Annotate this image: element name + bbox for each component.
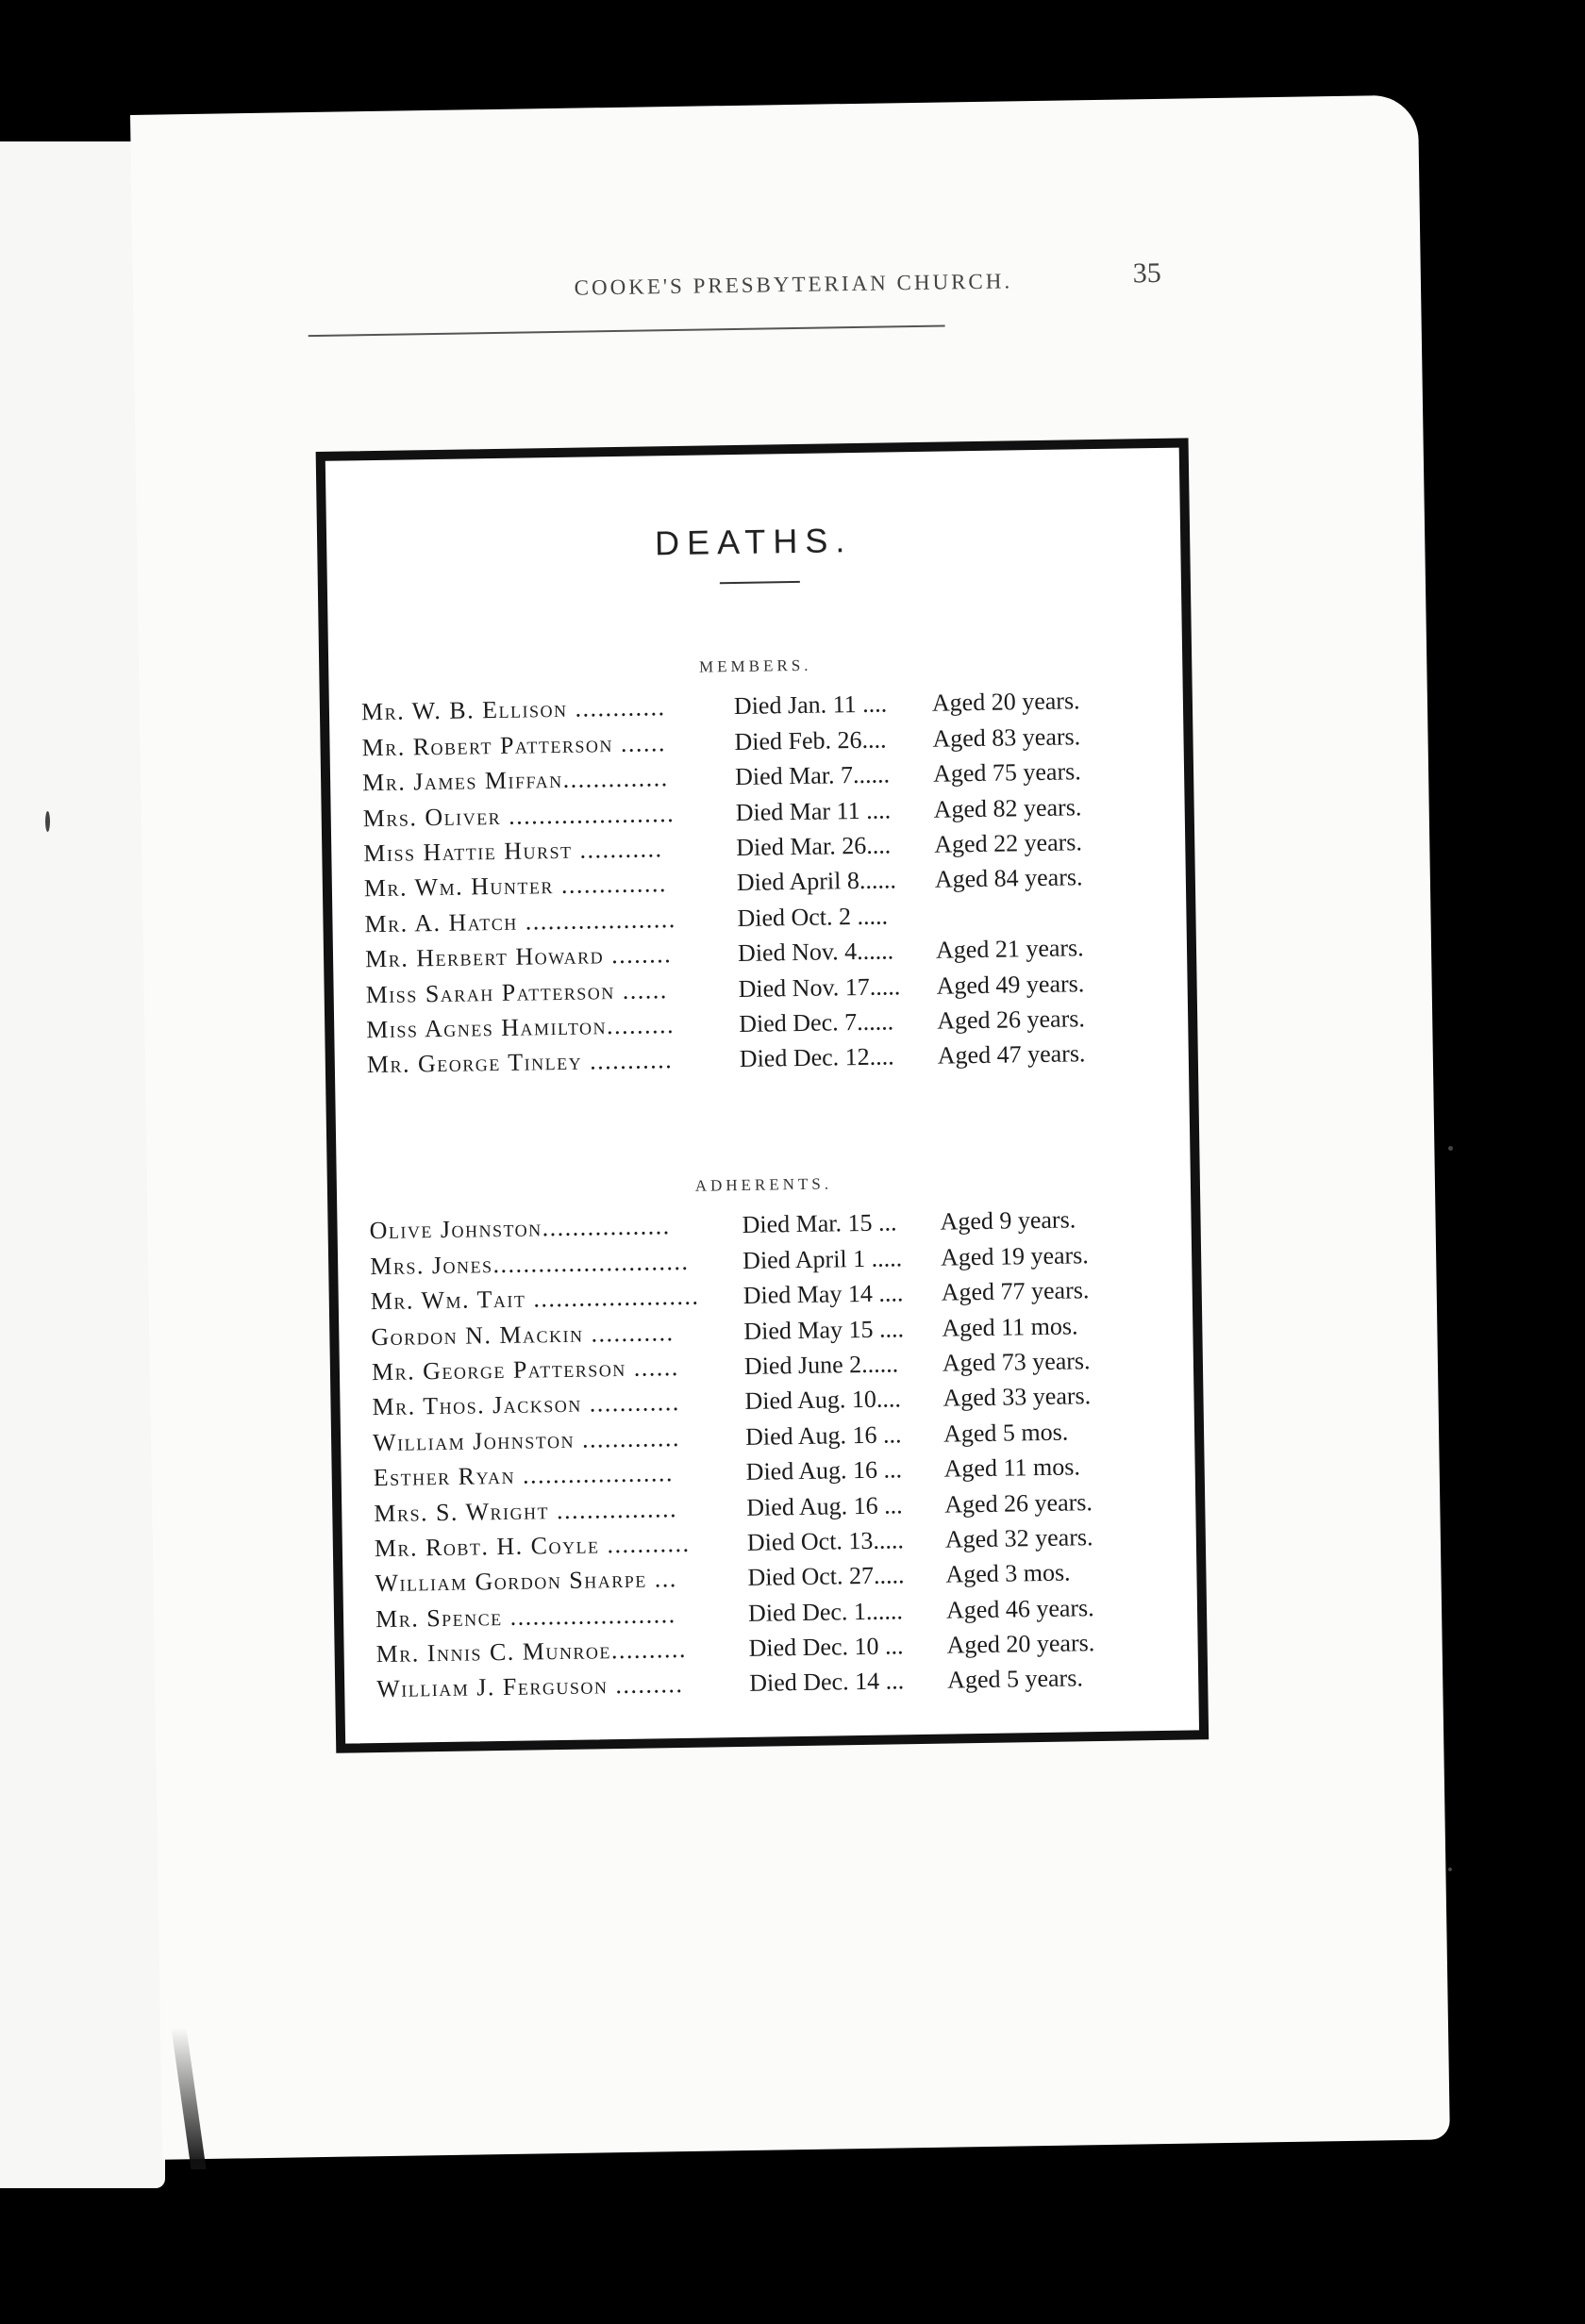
entry-died: Died Dec. 14 ...: [748, 1667, 905, 1698]
entry-name: Mr. Wm. Hunter ..............: [363, 870, 668, 903]
entry-name: Mr. Spence ......................: [375, 1600, 676, 1633]
entry-aged: Aged 19 years.: [940, 1240, 1090, 1271]
entry-aged: Aged 20 years.: [931, 687, 1080, 718]
entry-name: William J. Ferguson .........: [376, 1670, 684, 1703]
entry-died: Died Dec. 7......: [738, 1007, 894, 1038]
entry-died: Died Mar. 26....: [736, 831, 892, 861]
entry-aged: Aged 82 years.: [933, 792, 1082, 823]
entry-aged: Aged 32 years.: [944, 1523, 1093, 1553]
running-header: COOKE'S PRESBYTERIAN CHURCH.: [574, 269, 1013, 300]
entry-died: Died Mar. 7......: [734, 760, 891, 791]
entry-name: Mr. Thos. Jackson ............: [372, 1388, 680, 1421]
entry-name: Mr. Robt. H. Coyle ...........: [374, 1529, 691, 1563]
deaths-title: DEATHS.: [654, 521, 853, 563]
entry-name: Miss Sarah Patterson ......: [365, 975, 668, 1008]
entry-aged: Aged 46 years.: [945, 1593, 1094, 1624]
ink-speck: [45, 811, 50, 832]
entry-died: Died Jan. 11 ....: [733, 689, 888, 721]
entry-aged: Aged 49 years.: [936, 969, 1085, 1000]
entry-died: Died May 14 ....: [742, 1279, 904, 1310]
entry-died: Died Dec. 12....: [739, 1042, 894, 1073]
ink-speck: [1448, 1146, 1453, 1151]
entry-died: Died Feb. 26....: [734, 725, 887, 755]
entry-name: Miss Hattie Hurst ...........: [363, 835, 663, 868]
members-list: [361, 679, 1169, 1080]
entry-aged: Aged 11 mos.: [942, 1311, 1078, 1342]
book-page: [130, 95, 1450, 2160]
entry-died: Died Aug. 16 ...: [744, 1420, 902, 1451]
entry-aged: Aged 21 years.: [935, 934, 1084, 964]
deaths-frame: [316, 438, 1210, 1752]
entry-aged: Aged 77 years.: [941, 1276, 1090, 1306]
entry-died: Died Oct. 2 .....: [737, 902, 889, 932]
entry-died: Died April 1 .....: [742, 1244, 903, 1274]
entry-died: Died Dec. 1......: [747, 1597, 904, 1627]
title-rule: [720, 581, 800, 584]
entry-name: Esther Ryan ....................: [373, 1459, 675, 1492]
entry-aged: Aged 9 years.: [940, 1205, 1076, 1237]
entry-died: Died Dec. 10 ...: [748, 1632, 904, 1662]
entry-name: Mr. Robert Patterson ......: [361, 728, 667, 762]
entry-aged: Aged 75 years.: [932, 757, 1081, 788]
entry-name: William Johnston .............: [372, 1423, 681, 1456]
header-rule: [309, 324, 945, 337]
entry-name: Olive Johnston.................: [369, 1212, 671, 1245]
entry-name: Gordon N. Mackin ...........: [371, 1318, 675, 1351]
entry-died: Died Aug. 10....: [744, 1385, 902, 1416]
entry-name: Mrs. Oliver ......................: [362, 799, 676, 832]
entry-aged: Aged 84 years.: [934, 863, 1083, 894]
members-heading: MEMBERS.: [698, 656, 812, 676]
entry-died: Died April 8......: [736, 866, 897, 897]
entry-aged: Aged 47 years.: [937, 1039, 1086, 1070]
page-number: 35: [1132, 257, 1162, 290]
entry-died: Died Mar 11 ....: [735, 795, 892, 826]
adherents-heading: ADHERENTS.: [694, 1174, 833, 1195]
entry-name: Mr. A. Hatch ....................: [364, 905, 676, 938]
entry-aged: Aged 5 mos.: [943, 1418, 1069, 1448]
entry-name: Mr. W. B. Ellison ............: [360, 693, 666, 726]
entry-died: Died Nov. 4......: [737, 937, 894, 968]
entry-died: Died June 2......: [743, 1350, 899, 1380]
entry-name: Mr. James Miffan..............: [361, 764, 669, 797]
entry-name: Mrs. Jones..........................: [369, 1247, 690, 1280]
entry-aged: Aged 22 years.: [934, 828, 1083, 858]
entry-died: Died Aug. 16 ...: [745, 1455, 903, 1486]
entry-died: Died Aug. 16 ...: [746, 1490, 903, 1521]
entry-aged: Aged 20 years.: [946, 1629, 1095, 1659]
entry-aged: Aged 83 years.: [932, 722, 1081, 753]
entry-aged: Aged 5 years.: [946, 1664, 1084, 1695]
entry-name: William Gordon Sharpe ...: [375, 1565, 677, 1598]
entry-name: Mr. George Patterson ......: [371, 1353, 680, 1386]
entry-name: Mr. Wm. Tait ......................: [370, 1282, 700, 1316]
entry-aged: Aged 73 years.: [942, 1347, 1091, 1377]
entry-aged: Aged 26 years.: [944, 1487, 1093, 1519]
entry-died: Died May 15 ....: [743, 1314, 905, 1345]
entry-name: Mrs. S. Wright ................: [374, 1494, 678, 1527]
entry-name: Miss Agnes Hamilton.........: [366, 1010, 676, 1044]
entry-name: Mr. Herbert Howard ........: [364, 940, 673, 973]
entry-aged: Aged 11 mos.: [943, 1452, 1081, 1483]
entry-name: Mr. Innis C. Munroe..........: [375, 1635, 688, 1668]
entry-died: Died Oct. 27.....: [747, 1561, 905, 1592]
ink-speck: [1448, 1868, 1452, 1871]
entry-died: Died Mar. 15 ...: [742, 1208, 897, 1239]
adherents-list: [369, 1198, 1178, 1704]
entry-aged: Aged 26 years.: [936, 1004, 1086, 1035]
entry-died: Died Oct. 13.....: [746, 1526, 905, 1556]
entry-aged: Aged 3 mos.: [945, 1558, 1071, 1588]
entry-died: Died Nov. 17.....: [738, 971, 901, 1003]
entry-name: Mr. George Tinley ...........: [366, 1046, 674, 1079]
entry-aged: Aged 33 years.: [943, 1382, 1092, 1412]
